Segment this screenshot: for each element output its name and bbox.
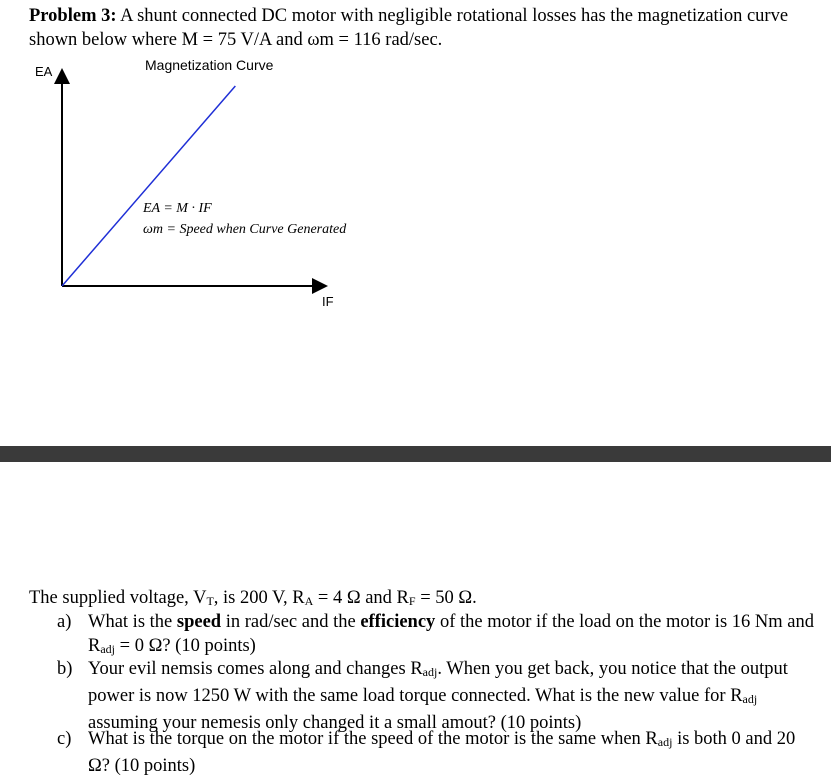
x-axis-label: IF: [322, 294, 334, 309]
equation-omega: [143, 222, 346, 238]
qa-p1: What is the: [88, 612, 177, 632]
question-c-text: [88, 727, 817, 778]
qc-p2: is both 0 and 20 Ω? (10 points): [88, 729, 796, 776]
qb-radj-sub-2: adj: [742, 692, 758, 706]
magnetization-chart: [0, 0, 400, 320]
ra-subscript: A: [304, 594, 314, 608]
question-a-label: a): [57, 612, 72, 632]
question-a-text: [88, 610, 817, 661]
question-c: [57, 727, 817, 778]
qb-p1: Your evil nemsis comes along and changes R: [88, 659, 423, 679]
problem-omega-value: = 116 rad/sec.: [333, 30, 443, 50]
given-values: [29, 586, 819, 613]
given-text-4: = 50 Ω.: [415, 588, 477, 608]
problem-label: Problem 3:: [29, 6, 117, 26]
chart-title: Magnetization Curve: [145, 57, 274, 73]
question-c-label: c): [57, 729, 72, 749]
given-text-2: , is 200 V, R: [213, 588, 305, 608]
eq2-lhs: ωm: [143, 222, 163, 237]
qa-bold-efficiency: efficiency: [360, 612, 436, 632]
qa-p3: of the motor if the load on the motor is 16 Nm and R: [88, 612, 814, 656]
question-b-text: [88, 657, 817, 735]
page-divider: [0, 446, 831, 462]
qa-radj-sub: adj: [100, 642, 116, 656]
qb-p3: assuming your nemesis only changed it a small amout? (10 points): [88, 713, 582, 733]
magnetization-curve-line: [62, 86, 235, 286]
omega-m: ωm: [307, 30, 334, 50]
given-text-1: The supplied voltage, V: [29, 588, 207, 608]
qa-p4: = 0 Ω? (10 points): [115, 636, 256, 656]
equation-ea: EA = M · IF: [143, 201, 212, 216]
eq2-rhs: = Speed when Curve Generated: [163, 222, 347, 237]
qa-p2: in rad/sec and the: [221, 612, 361, 632]
qa-bold-speed: speed: [176, 612, 222, 632]
problem-intro: A shunt connected DC motor with negligible rotational losses has the magnetization curve shown below where M = 75 V/A and: [29, 6, 789, 50]
vt-subscript: T: [206, 594, 214, 608]
qc-radj-sub: adj: [657, 735, 673, 749]
question-a: [57, 610, 817, 661]
y-axis-label: EA: [35, 64, 53, 79]
rf-subscript: F: [408, 594, 416, 608]
given-text-3: = 4 Ω and R: [313, 588, 409, 608]
question-b: [57, 657, 817, 735]
question-b-label: b): [57, 659, 73, 679]
qb-radj-sub: adj: [422, 665, 438, 679]
qb-p2: . When you get back, you notice that the output power is now 1250 W with the same load torque connected. What is the new value for R: [88, 659, 788, 706]
qc-p1: What is the torque on the motor if the speed of the motor is the same when R: [88, 729, 658, 749]
